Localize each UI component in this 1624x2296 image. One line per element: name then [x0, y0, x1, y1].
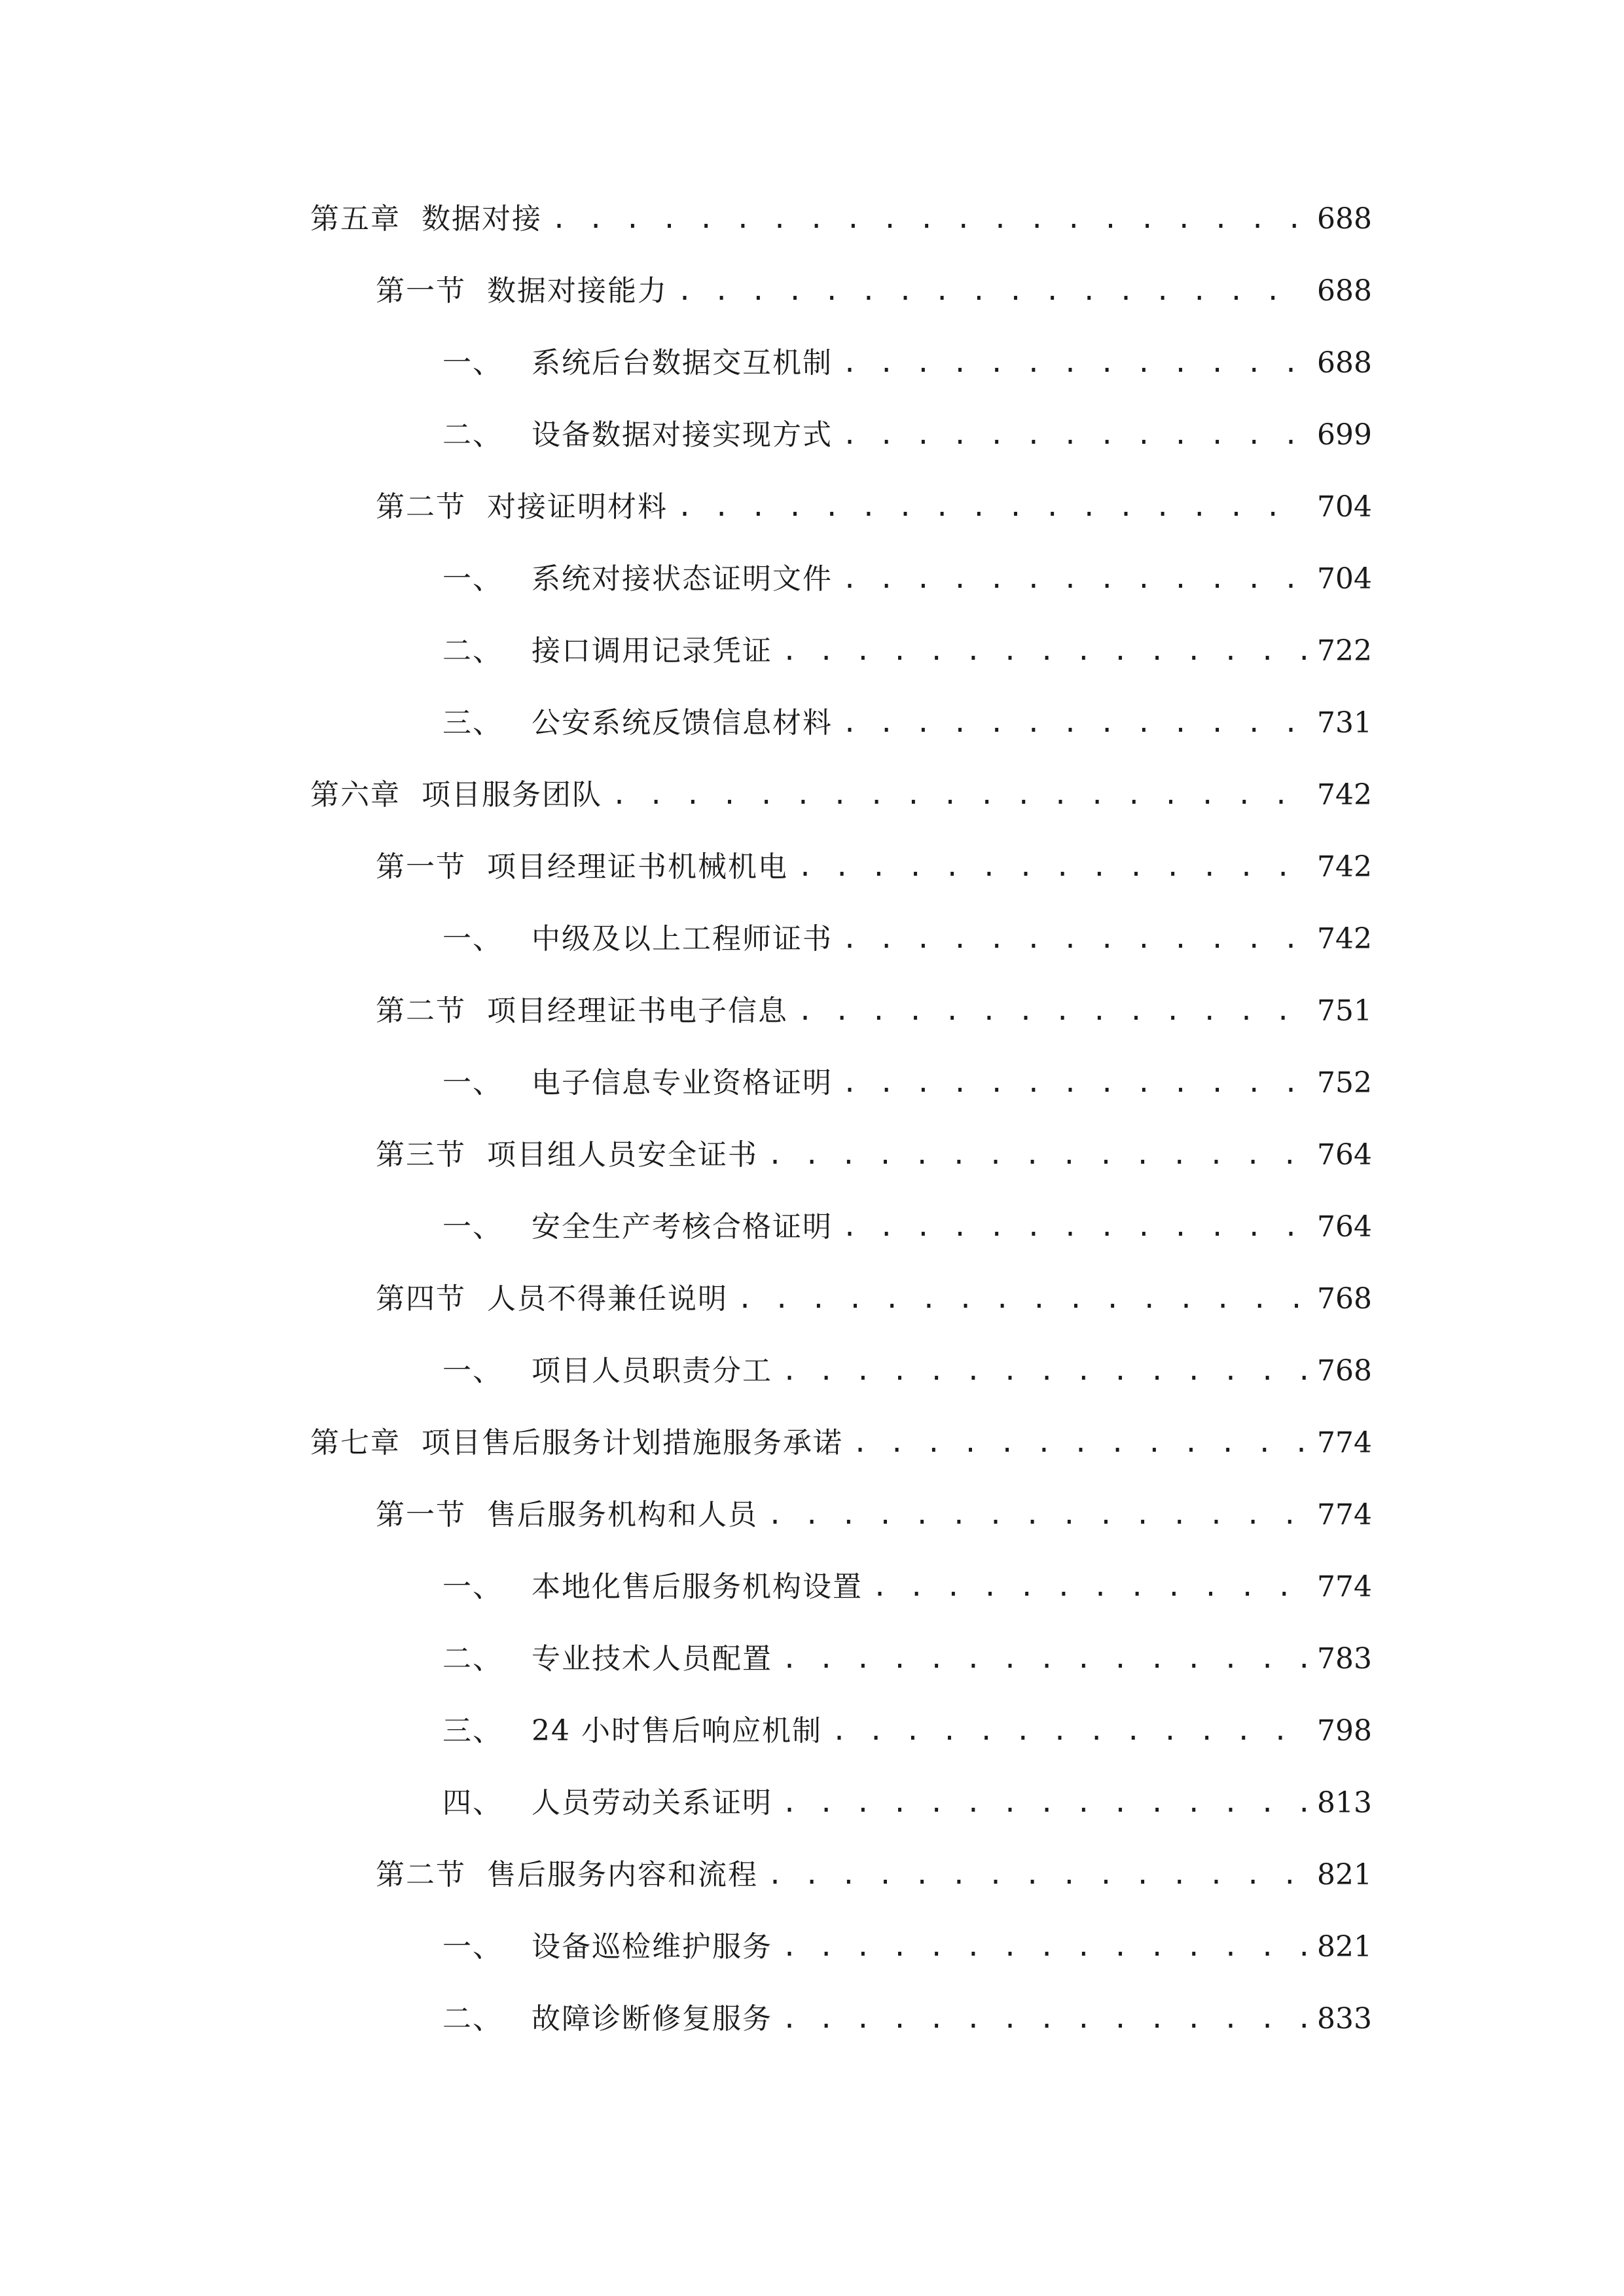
toc-subsection[interactable] — [442, 409, 1372, 461]
toc-entry-number: 三、 — [442, 1714, 503, 1748]
toc-section[interactable] — [376, 841, 1372, 893]
toc-entry-page: 688 — [1317, 202, 1372, 236]
dot-leader — [842, 553, 1308, 605]
dot-leader — [782, 1777, 1308, 1829]
toc-entry-number: 二、 — [442, 418, 503, 452]
toc-entry-number: 一、 — [442, 1210, 503, 1244]
toc-entry-page: 783 — [1317, 1642, 1372, 1676]
dot-leader — [782, 625, 1308, 677]
toc-entry-number: 第一节 — [376, 274, 466, 308]
toc-section[interactable] — [376, 265, 1372, 317]
toc-subsection[interactable] — [442, 337, 1372, 389]
toc-entry-title: 售后服务内容和流程 — [487, 1858, 758, 1892]
toc-entry-number: 一、 — [442, 346, 503, 380]
dot-leader — [767, 1849, 1308, 1901]
toc-entry-title: 项目经理证书电子信息 — [487, 994, 788, 1028]
toc-entry-title: 专业技术人员配置 — [532, 1642, 772, 1676]
toc-entry-page: 722 — [1317, 634, 1372, 668]
toc-section[interactable] — [376, 481, 1372, 533]
toc-entry-title: 人员不得兼任说明 — [487, 1282, 728, 1316]
toc-subsection[interactable] — [442, 1921, 1372, 1973]
toc-entry-number: 一、 — [442, 1354, 503, 1388]
toc-entry-title: 项目人员职责分工 — [532, 1354, 772, 1388]
toc-entry-page: 699 — [1317, 418, 1372, 452]
toc-subsection[interactable] — [442, 1633, 1372, 1685]
dot-leader — [677, 265, 1308, 317]
toc-entry-title: 售后服务机构和人员 — [487, 1498, 758, 1532]
toc-entry-number: 第二节 — [376, 1858, 466, 1892]
toc-section[interactable] — [376, 1489, 1372, 1541]
dot-leader — [842, 409, 1308, 461]
toc-entry-page: 764 — [1317, 1138, 1372, 1172]
toc-entry-page: 774 — [1317, 1426, 1372, 1460]
dot-leader — [842, 337, 1308, 389]
toc-subsection[interactable] — [442, 1705, 1372, 1757]
toc-entry-title: 公安系统反馈信息材料 — [532, 706, 833, 740]
dot-leader — [872, 1561, 1308, 1613]
toc-entry-number: 第三节 — [376, 1138, 466, 1172]
toc-entry-number: 四、 — [442, 1786, 503, 1820]
dot-leader — [797, 985, 1308, 1037]
toc-entry-number: 第一节 — [376, 1498, 466, 1532]
dot-leader — [842, 697, 1308, 749]
toc-entry-title: 对接证明材料 — [487, 490, 668, 524]
toc-entry-title: 24 小时售后响应机制 — [532, 1714, 822, 1748]
toc-entry-title: 项目组人员安全证书 — [487, 1138, 758, 1172]
dot-leader — [551, 193, 1308, 245]
toc-entry-number: 二、 — [442, 1642, 503, 1676]
dot-leader — [842, 913, 1308, 965]
toc-entry-page: 731 — [1317, 706, 1372, 740]
toc-entry-page: 742 — [1317, 850, 1372, 884]
toc-subsection[interactable] — [442, 1345, 1372, 1397]
toc-section[interactable] — [376, 1129, 1372, 1181]
toc-section[interactable] — [376, 1273, 1372, 1325]
toc-subsection[interactable] — [442, 625, 1372, 677]
toc-entry-page: 821 — [1317, 1858, 1372, 1892]
toc-subsection[interactable] — [442, 1777, 1372, 1829]
toc-entry-page: 704 — [1317, 490, 1372, 524]
toc-entry-page: 768 — [1317, 1282, 1372, 1316]
toc-chapter-5[interactable] — [310, 193, 1372, 245]
toc-entry-title: 项目售后服务计划措施服务承诺 — [422, 1426, 843, 1460]
toc-entry-number: 第二节 — [376, 490, 466, 524]
toc-entry-page: 774 — [1317, 1570, 1372, 1604]
dot-leader — [852, 1417, 1308, 1469]
toc-entry-number: 一、 — [442, 1066, 503, 1100]
toc-subsection[interactable] — [442, 1201, 1372, 1253]
toc-entry-number: 第五章 — [310, 202, 401, 236]
toc-subsection[interactable] — [442, 1561, 1372, 1613]
toc-chapter-7[interactable] — [310, 1417, 1372, 1469]
dot-leader — [797, 841, 1308, 893]
toc-subsection[interactable] — [442, 1993, 1372, 2045]
dot-leader — [782, 1993, 1308, 2045]
toc-entry-page: 752 — [1317, 1066, 1372, 1100]
toc-entry-number: 一、 — [442, 922, 503, 956]
toc-entry-number: 二、 — [442, 634, 503, 668]
toc-entry-title: 故障诊断修复服务 — [532, 2002, 772, 2036]
toc-entry-title: 电子信息专业资格证明 — [532, 1066, 833, 1100]
dot-leader — [737, 1273, 1308, 1325]
toc-subsection[interactable] — [442, 1057, 1372, 1109]
toc-entry-title: 中级及以上工程师证书 — [532, 922, 833, 956]
toc-entry-title: 本地化售后服务机构设置 — [532, 1570, 863, 1604]
toc-subsection[interactable] — [442, 697, 1372, 749]
toc-entry-page: 768 — [1317, 1354, 1372, 1388]
dot-leader — [782, 1345, 1308, 1397]
toc-subsection[interactable] — [442, 553, 1372, 605]
toc-entry-page: 813 — [1317, 1786, 1372, 1820]
toc-entry-page: 742 — [1317, 778, 1372, 812]
toc-entry-number: 一、 — [442, 1570, 503, 1604]
dot-leader — [767, 1129, 1308, 1181]
toc-entry-title: 数据对接能力 — [487, 274, 668, 308]
toc-entry-page: 798 — [1317, 1714, 1372, 1748]
dot-leader — [677, 481, 1308, 533]
toc-entry-number: 三、 — [442, 706, 503, 740]
toc-chapter-6[interactable] — [310, 769, 1372, 821]
toc-entry-title: 项目经理证书机械机电 — [487, 850, 788, 884]
toc-entry-title: 项目服务团队 — [422, 778, 602, 812]
toc-entry-number: 第一节 — [376, 850, 466, 884]
toc-entry-page: 742 — [1317, 922, 1372, 956]
dot-leader — [842, 1201, 1308, 1253]
toc-entry-page: 774 — [1317, 1498, 1372, 1532]
toc-entry-title: 人员劳动关系证明 — [532, 1786, 772, 1820]
toc-entry-title: 数据对接 — [422, 202, 542, 236]
toc-entry-title: 设备数据对接实现方式 — [532, 418, 833, 452]
toc-subsection[interactable] — [442, 913, 1372, 965]
toc-entry-page: 704 — [1317, 562, 1372, 596]
toc-section[interactable] — [376, 985, 1372, 1037]
dot-leader — [831, 1705, 1308, 1757]
toc-entry-number: 第二节 — [376, 994, 466, 1028]
toc-section[interactable] — [376, 1849, 1372, 1901]
toc-entry-title: 系统对接状态证明文件 — [532, 562, 833, 596]
toc-entry-number: 二、 — [442, 2002, 503, 2036]
toc-entry-title: 接口调用记录凭证 — [532, 634, 772, 668]
dot-leader — [611, 769, 1308, 821]
toc-entry-page: 688 — [1317, 274, 1372, 308]
toc-entry-number: 第七章 — [310, 1426, 401, 1460]
dot-leader — [842, 1057, 1308, 1109]
toc-entry-page: 821 — [1317, 1930, 1372, 1964]
toc-entry-page: 688 — [1317, 346, 1372, 380]
toc-entry-page: 764 — [1317, 1210, 1372, 1244]
toc-entry-page: 833 — [1317, 2002, 1372, 2036]
toc-entry-number: 第四节 — [376, 1282, 466, 1316]
toc-entry-number: 一、 — [442, 562, 503, 596]
dot-leader — [782, 1921, 1308, 1973]
toc-entry-page: 751 — [1317, 994, 1372, 1028]
toc-entry-title: 安全生产考核合格证明 — [532, 1210, 833, 1244]
toc-entry-title: 设备巡检维护服务 — [532, 1930, 772, 1964]
toc-entry-number: 一、 — [442, 1930, 503, 1964]
toc-entry-title: 系统后台数据交互机制 — [532, 346, 833, 380]
dot-leader — [767, 1489, 1308, 1541]
toc-entry-number: 第六章 — [310, 778, 401, 812]
dot-leader — [782, 1633, 1308, 1685]
